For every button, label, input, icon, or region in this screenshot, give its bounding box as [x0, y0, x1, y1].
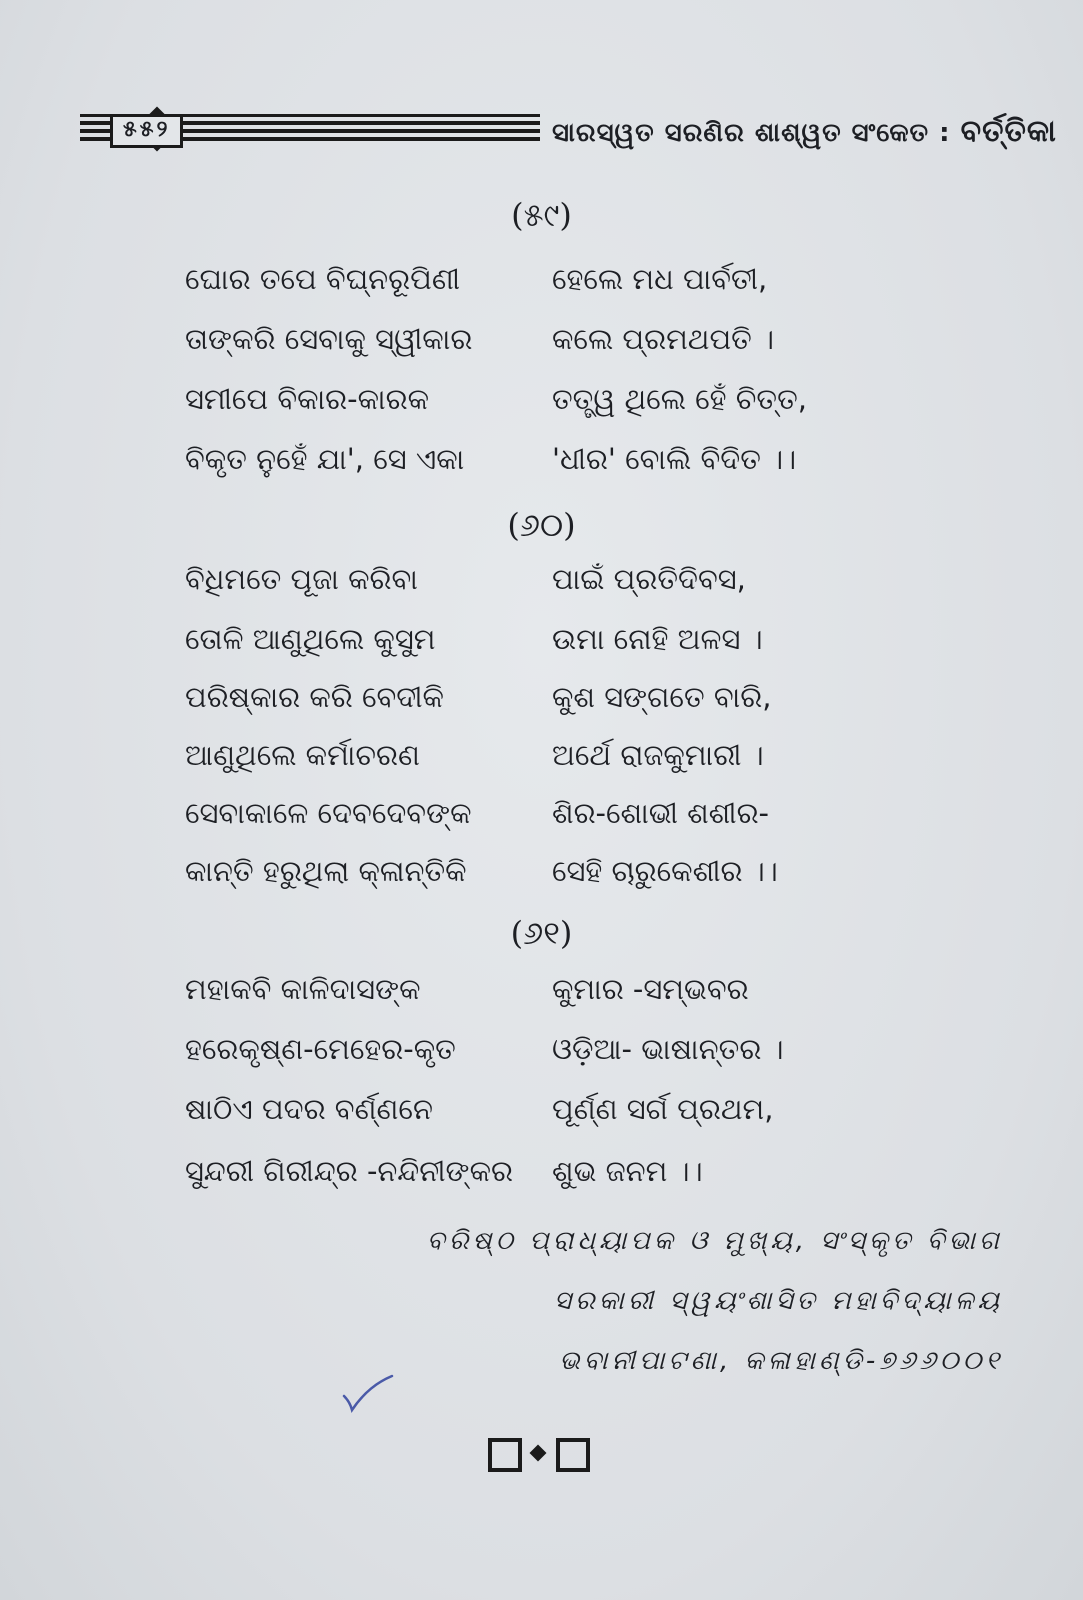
author-college: ସରକାରୀ ସ୍ୱୟଂଶାସିତ ମହାବିଦ୍ୟାଳୟ	[554, 1286, 1003, 1316]
verse-line: ତତ୍ତ୍ୱ ଥିଲେ ହେଁ ଚିତ୍ତ,	[552, 382, 807, 416]
verse-line: ମହାକବି କାଳିଦାସଙ୍କ	[185, 972, 421, 1006]
verse-line: ଷାଠିଏ ପଦର ବର୍ଣ୍ଣନେ	[185, 1092, 433, 1126]
end-ornament	[486, 1436, 596, 1470]
verse-line: ଘୋର ତପେ ବିଘ୍ନରୂପିଣୀ	[185, 262, 461, 296]
end-diamond-icon	[530, 1445, 547, 1462]
verse-line: ପରିଷ୍କାର କରି ବେଦୀକି	[185, 680, 444, 714]
verse-line: ପାଇଁ ପ୍ରତିଦିବସ,	[552, 562, 746, 596]
verse-line: ଉମା ନୋହି ଅଳସ ।	[552, 622, 763, 656]
end-square-icon	[556, 1438, 590, 1472]
stanza-number: (୬୦)	[507, 506, 576, 544]
verse-line: ସୁନ୍ଦରୀ ଗିରୀନ୍ଦ୍ର -ନନ୍ଦିନୀଙ୍କର	[185, 1154, 513, 1188]
verse-line: ସେବାକାଳେ ଦେବଦେବଙ୍କ	[185, 796, 472, 830]
end-square-icon	[488, 1438, 522, 1472]
author-address: ଭବାନୀପାଟଣା, କଳାହାଣ୍ଡି-୭୬୬୦୦୧	[559, 1346, 1003, 1376]
verse-line: ଆଣୁଥିଲେ କର୍ମାଚରଣ	[185, 738, 420, 772]
verse-line: ଅର୍ଥେ ରାଜକୁମାରୀ ।	[552, 738, 764, 772]
stanza-number: (୫୯)	[511, 196, 572, 234]
verse-line: ହରେକୃଷ୍ଣ-ମେହେର-କୃତ	[185, 1032, 456, 1066]
verse-line: ପୂର୍ଣ୍ଣ ସର୍ଗ ପ୍ରଥମ,	[552, 1092, 774, 1126]
verse-line: ସେହି ଚାରୁକେଶୀର ।।	[552, 854, 778, 888]
verse-line: ଶୁଭ ଜନମ ।।	[552, 1154, 703, 1188]
verse-line: କାନ୍ତି ହରୁଥିଲା କ୍ଳାନ୍ତିକି	[185, 854, 467, 888]
running-title-text: ସାରସ୍ୱତ ସରଣିର ଶାଶ୍ୱତ ସଂକେତ :	[552, 118, 951, 148]
verse-line: ଓଡ଼ିଆ- ଭାଷାନ୍ତର ।	[552, 1032, 784, 1066]
page-header	[80, 104, 1057, 154]
verse-line: ବିକୃତ ନୁହେଁ ଯା', ସେ ଏକା	[185, 442, 465, 476]
verse-line: ହେଲେ ମଧ ପାର୍ବତୀ,	[552, 262, 768, 296]
pen-tick-mark	[340, 1372, 400, 1414]
verse-line: କୁଶ ସଙ୍ଗତେ ବାରି,	[552, 680, 772, 714]
page-number: ୫୫୨	[110, 114, 183, 148]
verse-line: ବିଧିମତେ ପୂଜା କରିବା	[185, 562, 418, 596]
verse-line: ଶିର-ଶୋଭୀ ଶଶୀର-	[552, 796, 770, 830]
author-designation: ବରିଷ୍ଠ ପ୍ରାଧ୍ୟାପକ ଓ ମୁଖ୍ୟ, ସଂସ୍କୃତ ବିଭାଗ	[426, 1226, 1003, 1256]
verse-line: ତୋଳି ଆଣୁଥିଲେ କୁସୁମ	[185, 622, 436, 656]
verse-line: ସମୀପେ ବିକାର-କାରକ	[185, 382, 430, 416]
running-title	[552, 114, 1057, 149]
verse-line: 'ଧୀର' ବୋଲି ବିଦିତ ।।	[552, 442, 797, 476]
magazine-brand: ବର୍ତ୍ତିକା	[960, 114, 1057, 149]
verse-line: କଲେ ପ୍ରମଥପତି ।	[552, 322, 775, 356]
verse-line: କୁମାର -ସମ୍ଭବର	[552, 972, 749, 1006]
verse-line: ତାଙ୍କରି ସେବାକୁ ସ୍ୱୀକାର	[185, 322, 473, 356]
stanza-number: (୬୧)	[510, 914, 573, 952]
